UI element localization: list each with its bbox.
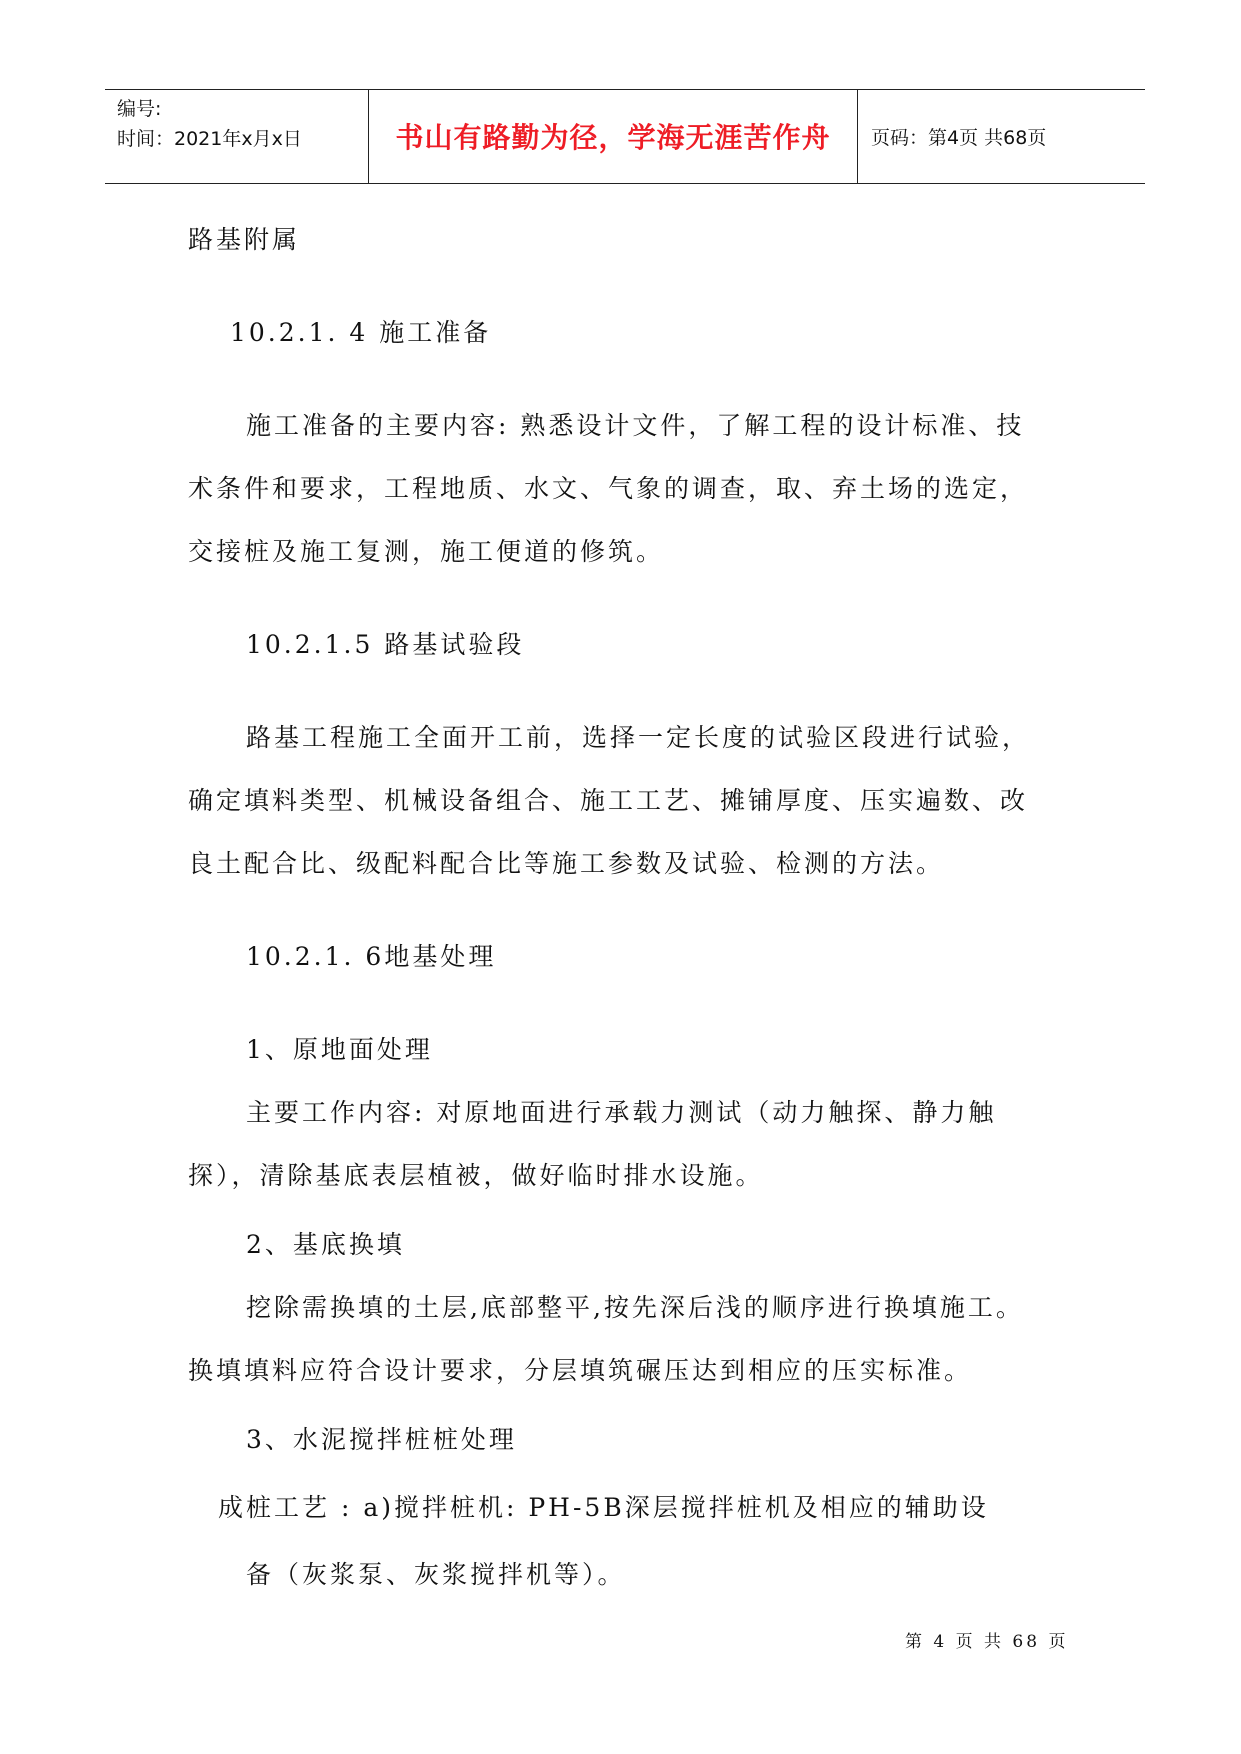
paragraph-line: 交接桩及施工复测，施工便道的修筑。: [188, 537, 665, 566]
paragraph-line: 探），清除基底表层植被，做好临时排水设施。: [188, 1161, 764, 1190]
list-item: 2、基底换填: [246, 1230, 405, 1259]
paragraph-line: 施工准备的主要内容: 熟悉设计文件，了解工程的设计标准、技: [246, 411, 1025, 440]
document-number-label: 编号:: [117, 98, 162, 120]
section-heading: 10.2.1. 4 施工准备: [230, 318, 492, 347]
paragraph-line: 术条件和要求，工程地质、水文、气象的调查，取、弃土场的选定，: [188, 474, 1029, 503]
document-time-label: 时间：2021年x月x日: [117, 128, 302, 150]
page-header: [105, 89, 1145, 184]
paragraph-line: 挖除需换填的土层,底部整平,按先深后浅的顺序进行换填施工。: [246, 1293, 1024, 1322]
paragraph-line: 路基工程施工全面开工前，选择一定长度的试验区段进行试验，: [246, 723, 1031, 752]
header-meta: [117, 94, 302, 154]
header-divider: [857, 90, 858, 183]
header-motto: 书山有路勤为径，学海无涯苦作舟: [395, 121, 831, 154]
paragraph-line: 换填填料应符合设计要求，分层填筑碾压达到相应的压实标准。: [188, 1356, 973, 1385]
section-heading: 10.2.1.5 路基试验段: [246, 630, 525, 659]
paragraph-line: 主要工作内容: 对原地面进行承载力测试（动力触探、静力触: [246, 1098, 997, 1127]
section-heading: 路基附属: [188, 225, 301, 254]
list-item: 1、原地面处理: [246, 1035, 433, 1064]
header-page-number: 页码：第4页 共68页: [871, 127, 1047, 149]
paragraph-line: 确定填料类型、机械设备组合、施工工艺、摊铺厚度、压实遍数、改: [188, 786, 1029, 815]
list-item: 3、水泥搅拌桩桩处理: [246, 1425, 517, 1454]
paragraph-line: 备（灰浆泵、灰浆搅拌机等）。: [246, 1560, 626, 1589]
paragraph-line: 成桩工艺 : a)搅拌桩机: PH-5B深层搅拌桩机及相应的辅助设: [218, 1493, 989, 1522]
paragraph-line: 良土配合比、级配料配合比等施工参数及试验、检测的方法。: [188, 849, 945, 878]
page-footer: 第 4 页 共 68 页: [905, 1632, 1069, 1652]
section-heading: 10.2.1. 6地基处理: [246, 942, 497, 971]
